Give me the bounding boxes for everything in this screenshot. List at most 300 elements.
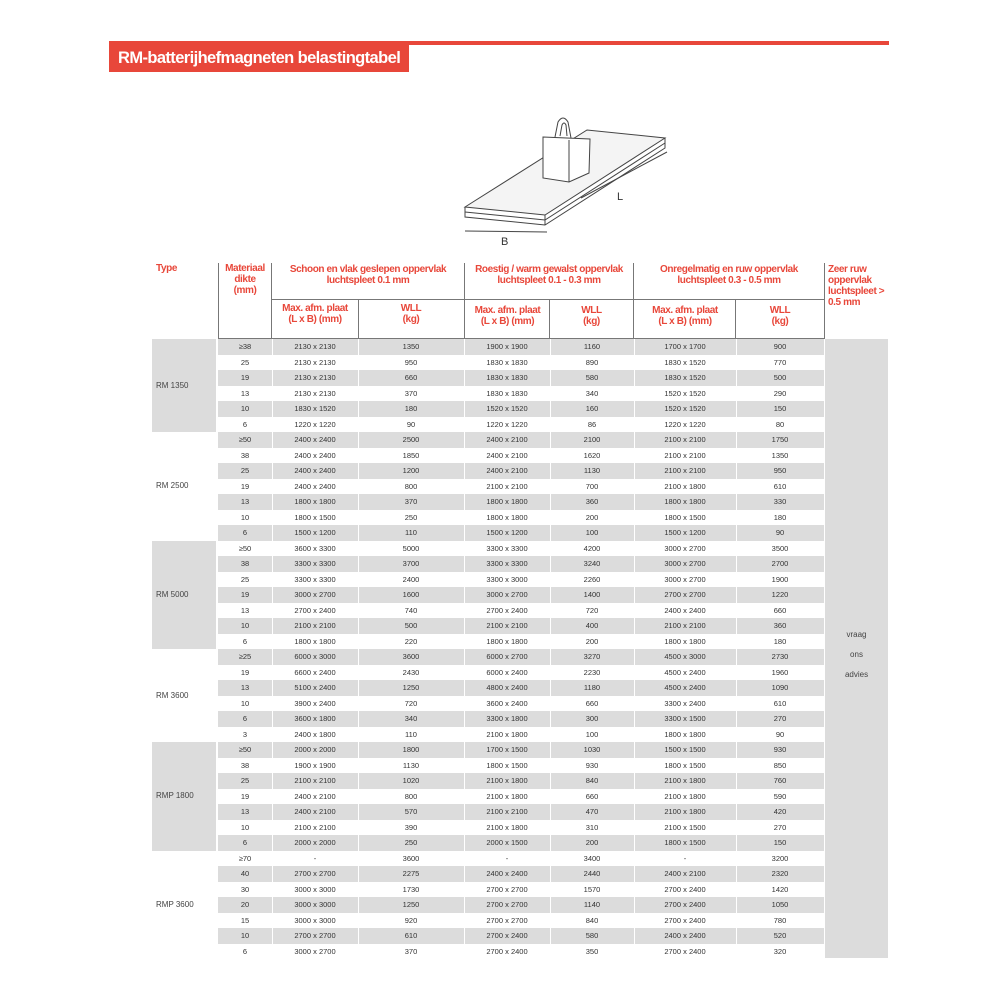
dims-irregular-cell: 1800 x 1800 (664, 636, 706, 646)
dims-clean-cell: 1220 x 1220 (294, 419, 336, 429)
thickness-cell: 6 (242, 946, 248, 956)
wll-clean-cell: 340 (404, 714, 418, 723)
dims-clean-cell: 1830 x 1520 (294, 404, 336, 413)
dims-rusty-cell: 3300 x 3300 (486, 543, 528, 553)
wll-clean-cell: 1850 (402, 450, 420, 460)
dims-clean-cell: 3900 x 2400 (294, 698, 336, 708)
wll-clean-cell: 1020 (402, 776, 420, 785)
wll-rusty-cell: 1130 (583, 466, 601, 475)
dims-irregular-cell: 2100 x 2100 (664, 450, 706, 460)
width-label: B (501, 236, 509, 248)
table-row (218, 510, 824, 526)
header-very-rough-surface: Zeer ruw oppervlak luchtspleet > 0.5 mm (828, 264, 885, 308)
table-row (218, 711, 824, 727)
wll-rusty-cell: 580 (585, 931, 599, 940)
dims-irregular-cell: 2100 x 2100 (664, 621, 706, 630)
wll-rusty-cell: 580 (585, 373, 599, 382)
wll-clean-cell: 1130 (402, 760, 420, 770)
dims-rusty-cell: 1700 x 1500 (486, 745, 528, 754)
wll-clean-cell: 110 (405, 528, 417, 537)
wll-clean-cell: 3600 (402, 853, 420, 863)
dims-clean-cell: 3000 x 3000 (294, 915, 336, 925)
dims-irregular-cell: 2100 x 1800 (664, 776, 706, 785)
dims-clean-cell: 1800 x 1800 (294, 497, 336, 506)
dims-irregular-cell: 2700 x 2400 (664, 946, 706, 956)
header-wll-1: WLL (kg) (400, 303, 422, 325)
dims-rusty-cell: 1220 x 1220 (486, 419, 528, 429)
dims-irregular-cell: 4500 x 2400 (664, 667, 706, 677)
dims-rusty-cell: 1830 x 1830 (486, 388, 528, 398)
dims-clean-cell: 6000 x 3000 (294, 652, 336, 661)
thickness-cell: 25 (240, 776, 250, 785)
dims-clean-cell: 1900 x 1900 (294, 760, 336, 770)
thickness-cell: 6 (242, 528, 248, 537)
dims-irregular-cell: 2100 x 1500 (664, 822, 706, 832)
dims-clean-cell: 3000 x 3000 (294, 900, 336, 909)
wll-rusty-cell: 2440 (583, 869, 601, 878)
dims-rusty-cell: 2400 x 2100 (486, 466, 528, 475)
dims-rusty-cell: 2000 x 1500 (486, 838, 528, 847)
wll-clean-cell: 800 (404, 481, 418, 491)
wll-clean-cell: 3600 (402, 652, 420, 661)
dims-rusty-cell: 2700 x 2400 (486, 946, 528, 956)
wll-clean-cell: 3700 (402, 559, 420, 568)
thickness-cell: 38 (240, 760, 250, 770)
header-wll-2: WLL (kg) (581, 305, 602, 327)
dims-irregular-cell: 3000 x 2700 (664, 574, 706, 584)
table-row (218, 897, 824, 913)
thickness-cell: 13 (240, 388, 250, 398)
wll-irregular-cell: 360 (773, 621, 787, 630)
wll-irregular-cell: 1220 (771, 590, 789, 599)
thickness-cell: ≥50 (238, 745, 252, 754)
dims-rusty-cell: 2700 x 2700 (486, 900, 528, 909)
dims-clean-cell: - (313, 853, 317, 863)
wll-rusty-cell: 1140 (583, 900, 601, 909)
wll-irregular-cell: 1090 (771, 683, 789, 692)
thickness-cell: 10 (240, 512, 250, 522)
wll-rusty-cell: 660 (585, 698, 599, 708)
table-row (218, 649, 824, 665)
dims-irregular-cell: 4500 x 3000 (664, 652, 706, 661)
table-row (218, 913, 824, 929)
wll-clean-cell: 570 (404, 807, 418, 816)
dims-clean-cell: 2130 x 2130 (294, 357, 336, 367)
thickness-cell: 10 (240, 698, 250, 708)
table-row (218, 494, 824, 510)
wll-rusty-cell: 360 (585, 497, 599, 506)
dims-irregular-cell: 2100 x 2100 (664, 466, 706, 475)
header-dims-2: Max. afm. plaat (L x B) (mm) (474, 305, 541, 327)
wll-irregular-cell: 180 (773, 636, 787, 646)
wll-clean-cell: 2400 (402, 574, 420, 584)
wll-irregular-cell: 80 (775, 419, 785, 429)
thickness-cell: 25 (240, 466, 250, 475)
dims-rusty-cell: 1520 x 1520 (486, 404, 528, 413)
wll-clean-cell: 90 (406, 419, 416, 429)
thickness-cell: 38 (240, 559, 250, 568)
wll-irregular-cell: 500 (773, 373, 787, 382)
wll-irregular-cell: 420 (773, 807, 787, 816)
table-row (218, 572, 824, 588)
wll-clean-cell: 1350 (402, 342, 420, 351)
thickness-cell: 3 (242, 729, 248, 739)
wll-irregular-cell: 150 (773, 404, 787, 413)
dims-rusty-cell: 1800 x 1500 (486, 760, 528, 770)
very-rough-column (825, 339, 888, 958)
dims-irregular-cell: 3000 x 2700 (664, 543, 706, 553)
wll-rusty-cell: 200 (585, 636, 599, 646)
wll-rusty-cell: 400 (585, 621, 599, 630)
thickness-cell: 20 (240, 900, 250, 909)
wll-rusty-cell: 200 (585, 838, 599, 847)
wll-irregular-cell: 780 (773, 915, 787, 925)
thickness-cell: 30 (240, 884, 250, 894)
thickness-cell: 6 (242, 838, 248, 847)
header-thickness: Materiaal dikte (mm) (225, 263, 265, 296)
wll-irregular-cell: 660 (773, 605, 787, 615)
thickness-cell: 25 (240, 574, 250, 584)
wll-rusty-cell: 1180 (583, 683, 601, 692)
wll-irregular-cell: 2730 (771, 652, 789, 661)
dims-irregular-cell: 2700 x 2400 (664, 915, 706, 925)
table-row (218, 851, 824, 867)
wll-irregular-cell: 950 (773, 466, 787, 475)
wll-clean-cell: 370 (404, 946, 418, 956)
dims-clean-cell: 2100 x 2100 (294, 621, 336, 630)
dims-clean-cell: 3000 x 2700 (294, 590, 336, 599)
wll-irregular-cell: 3500 (771, 543, 789, 553)
dims-rusty-cell: 1800 x 1800 (486, 512, 528, 522)
wll-rusty-cell: 470 (585, 807, 599, 816)
header-dims-3: Max. afm. plaat (L x B) (mm) (652, 305, 718, 327)
dims-irregular-cell: 1500 x 1200 (664, 528, 706, 537)
thickness-cell: ≥70 (238, 853, 252, 863)
table-row (218, 789, 824, 805)
dims-rusty-cell: 2400 x 2100 (486, 435, 528, 444)
dims-clean-cell: 2000 x 2000 (294, 838, 336, 847)
dims-clean-cell: 1800 x 1500 (294, 512, 336, 522)
thickness-cell: 13 (240, 807, 250, 816)
wll-clean-cell: 1200 (402, 466, 420, 475)
wll-rusty-cell: 2230 (583, 667, 601, 677)
wll-irregular-cell: 290 (773, 388, 787, 398)
dims-rusty-cell: 3300 x 3300 (486, 559, 528, 568)
dims-irregular-cell: 2100 x 1800 (664, 791, 706, 801)
dims-rusty-cell: 2100 x 2100 (486, 807, 528, 816)
dims-rusty-cell: 1500 x 1200 (486, 528, 528, 537)
wll-rusty-cell: 1160 (583, 342, 601, 351)
wll-clean-cell: 250 (404, 512, 418, 522)
table-row (218, 835, 824, 851)
table-row (218, 866, 824, 882)
header-dims-1: Max. afm. plaat (L x B) (mm) (282, 303, 348, 325)
table-row (218, 463, 824, 479)
wll-irregular-cell: 180 (773, 512, 787, 522)
dims-irregular-cell: 4500 x 2400 (664, 683, 706, 692)
dims-irregular-cell: 1830 x 1520 (664, 373, 706, 382)
thickness-cell: ≥50 (238, 435, 252, 444)
thickness-cell: 10 (240, 822, 250, 832)
wll-irregular-cell: 590 (773, 791, 787, 801)
table-row (218, 928, 824, 944)
type-cell (152, 851, 216, 960)
wll-irregular-cell: 270 (773, 822, 787, 832)
dims-irregular-cell: 1800 x 1500 (664, 838, 706, 847)
wll-irregular-cell: 1350 (771, 450, 789, 460)
dims-rusty-cell: 2100 x 1800 (486, 776, 528, 785)
dims-rusty-cell: 2100 x 2100 (486, 481, 528, 491)
thickness-cell: 6 (242, 714, 248, 723)
dims-irregular-cell: 2400 x 2400 (664, 931, 706, 940)
dims-irregular-cell: 2400 x 2100 (664, 869, 706, 878)
wll-rusty-cell: 2100 (583, 435, 601, 444)
wll-irregular-cell: 770 (773, 357, 787, 367)
wll-irregular-cell: 2320 (771, 869, 789, 878)
dims-rusty-cell: - (505, 853, 509, 863)
wll-rusty-cell: 100 (585, 729, 599, 739)
dims-clean-cell: 1800 x 1800 (294, 636, 336, 646)
dims-clean-cell: 2400 x 2400 (294, 466, 336, 475)
dims-irregular-cell: 1800 x 1800 (664, 729, 706, 739)
dims-irregular-cell: 1500 x 1500 (664, 745, 706, 754)
table-row (218, 417, 824, 433)
dims-rusty-cell: 2700 x 2700 (486, 884, 528, 894)
table-row (218, 944, 824, 960)
table-row (218, 618, 824, 634)
table-row (218, 556, 824, 572)
wll-irregular-cell: 1050 (771, 900, 789, 909)
wll-clean-cell: 740 (404, 605, 418, 615)
thickness-cell: ≥50 (238, 543, 252, 553)
wll-irregular-cell: 610 (773, 481, 787, 491)
dims-clean-cell: 2400 x 2100 (294, 807, 336, 816)
table-row (218, 448, 824, 464)
thickness-cell: 40 (240, 869, 250, 878)
wll-clean-cell: 1800 (402, 745, 420, 754)
wll-irregular-cell: 3200 (771, 853, 789, 863)
table-row (218, 742, 824, 758)
wll-clean-cell: 920 (404, 915, 418, 925)
dims-rusty-cell: 3300 x 1800 (486, 714, 528, 723)
dims-clean-cell: 6600 x 2400 (294, 667, 336, 677)
thickness-cell: 25 (240, 357, 250, 367)
dims-rusty-cell: 2700 x 2700 (486, 915, 528, 925)
wll-rusty-cell: 840 (585, 776, 599, 785)
wll-rusty-cell: 1620 (583, 450, 601, 460)
wll-irregular-cell: 150 (773, 838, 787, 847)
wll-clean-cell: 250 (404, 838, 418, 847)
thickness-cell: 13 (240, 683, 250, 692)
thickness-cell: 19 (240, 590, 250, 599)
wll-clean-cell: 180 (404, 404, 418, 413)
thickness-cell: 38 (240, 450, 250, 460)
length-label: L (617, 191, 624, 203)
wll-irregular-cell: 320 (773, 946, 787, 956)
dims-rusty-cell: 2400 x 2400 (486, 869, 528, 878)
dims-irregular-cell: 1800 x 1500 (664, 760, 706, 770)
type-cell (152, 742, 216, 851)
thickness-cell: ≥38 (238, 342, 252, 351)
wll-clean-cell: 2430 (402, 667, 420, 677)
wll-rusty-cell: 2260 (583, 574, 601, 584)
dims-clean-cell: 3600 x 1800 (294, 714, 336, 723)
wll-rusty-cell: 3240 (583, 559, 601, 568)
dims-clean-cell: 2700 x 2700 (294, 869, 336, 878)
dims-rusty-cell: 2100 x 1800 (486, 822, 528, 832)
wll-irregular-cell: 2700 (771, 559, 789, 568)
dims-clean-cell: 2130 x 2130 (294, 342, 336, 351)
type-cell (152, 339, 216, 432)
wll-irregular-cell: 270 (773, 714, 787, 723)
wll-rusty-cell: 100 (585, 528, 599, 537)
wll-clean-cell: 390 (404, 822, 418, 832)
dims-clean-cell: 2100 x 2100 (294, 822, 336, 832)
dims-rusty-cell: 4800 x 2400 (486, 683, 528, 692)
dims-rusty-cell: 3300 x 3000 (486, 574, 528, 584)
wll-rusty-cell: 1400 (583, 590, 601, 599)
dims-rusty-cell: 1800 x 1800 (486, 636, 528, 646)
dims-irregular-cell: 3300 x 1500 (664, 714, 706, 723)
wll-irregular-cell: 330 (773, 497, 787, 506)
dims-clean-cell: 2130 x 2130 (294, 388, 336, 398)
dims-rusty-cell: 3600 x 2400 (486, 698, 528, 708)
table-row (218, 696, 824, 712)
advice-text: vraag ons advies (844, 630, 869, 679)
wll-irregular-cell: 1960 (771, 667, 789, 677)
dims-clean-cell: 2400 x 2400 (294, 450, 336, 460)
dims-irregular-cell: - (683, 853, 687, 863)
dims-irregular-cell: 2100 x 1800 (664, 481, 706, 491)
wll-rusty-cell: 660 (585, 791, 599, 801)
header-clean-surface: Schoon en vlak geslepen oppervlak luchtspleet 0.1 mm (289, 264, 447, 286)
table-row (218, 680, 824, 696)
wll-irregular-cell: 900 (773, 342, 787, 351)
type-label: RM 1350 (156, 380, 189, 390)
header-irregular-surface: Onregelmatig en ruw oppervlak luchtspleet 0.3 - 0.5 mm (660, 264, 798, 286)
dims-irregular-cell: 2700 x 2700 (664, 590, 706, 599)
wll-irregular-cell: 930 (773, 745, 787, 754)
header-type: Type (156, 263, 177, 274)
table-row (218, 882, 824, 898)
type-cell (152, 432, 216, 541)
table-row (218, 727, 824, 743)
dims-rusty-cell: 6000 x 2700 (486, 652, 528, 661)
wll-clean-cell: 950 (404, 357, 418, 367)
type-label: RM 2500 (156, 481, 189, 491)
dims-rusty-cell: 2700 x 2400 (486, 931, 528, 940)
table-row (218, 758, 824, 774)
dims-rusty-cell: 1800 x 1800 (486, 497, 528, 506)
wll-clean-cell: 1250 (402, 683, 420, 692)
table-row (218, 401, 824, 417)
wll-rusty-cell: 3400 (583, 853, 601, 863)
table-row (218, 603, 824, 619)
wll-rusty-cell: 300 (585, 714, 599, 723)
thickness-cell: 19 (240, 373, 250, 382)
table-row (218, 541, 824, 557)
table-row (218, 820, 824, 836)
wll-clean-cell: 610 (404, 931, 418, 940)
wll-clean-cell: 5000 (402, 543, 420, 553)
wll-rusty-cell: 350 (585, 946, 599, 956)
dims-irregular-cell: 2700 x 2400 (664, 900, 706, 909)
wll-clean-cell: 1730 (402, 884, 420, 894)
wll-irregular-cell: 610 (773, 698, 787, 708)
thickness-cell: 19 (240, 791, 250, 801)
wll-clean-cell: 110 (405, 729, 417, 739)
dims-clean-cell: 2400 x 1800 (294, 729, 336, 739)
dims-clean-cell: 3600 x 3300 (294, 543, 336, 553)
dims-rusty-cell: 3000 x 2700 (486, 590, 528, 599)
thickness-cell: 13 (240, 497, 250, 506)
wll-clean-cell: 800 (404, 791, 418, 801)
type-label: RM 3600 (156, 690, 189, 700)
wll-irregular-cell: 850 (773, 760, 787, 770)
dims-irregular-cell: 2100 x 2100 (664, 435, 706, 444)
dims-rusty-cell: 1830 x 1830 (486, 357, 528, 367)
wll-irregular-cell: 1420 (771, 884, 789, 894)
wll-clean-cell: 2275 (402, 869, 420, 878)
dims-clean-cell: 2400 x 2100 (294, 791, 336, 801)
wll-clean-cell: 500 (404, 621, 418, 630)
wll-rusty-cell: 1030 (583, 745, 601, 754)
header-rusty-surface: Roestig / warm gewalst oppervlak luchtspleet 0.1 - 0.3 mm (475, 264, 623, 286)
wll-rusty-cell: 160 (585, 404, 599, 413)
dims-rusty-cell: 2700 x 2400 (486, 605, 528, 615)
thickness-cell: 6 (242, 636, 248, 646)
dims-clean-cell: 2000 x 2000 (294, 745, 336, 754)
table-row (218, 634, 824, 650)
dims-irregular-cell: 2100 x 1800 (664, 807, 706, 816)
table-row (218, 773, 824, 789)
wll-rusty-cell: 200 (585, 512, 599, 522)
wll-irregular-cell: 760 (773, 776, 787, 785)
wll-rusty-cell: 700 (585, 481, 599, 491)
dims-clean-cell: 1500 x 1200 (294, 528, 336, 537)
thickness-cell: 19 (240, 481, 250, 491)
wll-rusty-cell: 3270 (583, 652, 601, 661)
thickness-cell: 6 (242, 419, 248, 429)
type-label: RM 5000 (156, 589, 189, 599)
dims-clean-cell: 3300 x 3300 (294, 559, 336, 568)
type-label: RMP 1800 (156, 791, 194, 801)
dims-clean-cell: 5100 x 2400 (294, 683, 336, 692)
wll-rusty-cell: 720 (585, 605, 599, 615)
dims-irregular-cell: 1520 x 1520 (664, 388, 706, 398)
thickness-cell: 15 (240, 915, 250, 925)
thickness-cell: 10 (240, 621, 250, 630)
wll-rusty-cell: 340 (585, 388, 599, 398)
header-wll-3: WLL (kg) (769, 305, 791, 327)
dims-irregular-cell: 2400 x 2400 (664, 605, 706, 615)
table-row (218, 386, 824, 402)
wll-clean-cell: 2500 (402, 435, 420, 444)
table-row (218, 339, 824, 355)
dims-irregular-cell: 3000 x 2700 (664, 559, 706, 568)
wll-clean-cell: 1600 (402, 590, 420, 599)
dims-irregular-cell: 1830 x 1520 (664, 357, 706, 367)
dims-irregular-cell: 3300 x 2400 (664, 698, 706, 708)
type-cell (152, 649, 216, 742)
dims-clean-cell: 2400 x 2400 (294, 481, 336, 491)
wll-irregular-cell: 90 (775, 528, 785, 537)
dims-rusty-cell: 2100 x 1800 (486, 729, 528, 739)
dims-clean-cell: 2400 x 2400 (294, 435, 336, 444)
table-row (218, 804, 824, 820)
magnet-plate-diagram (455, 110, 675, 250)
dims-rusty-cell: 2100 x 2100 (486, 621, 528, 630)
